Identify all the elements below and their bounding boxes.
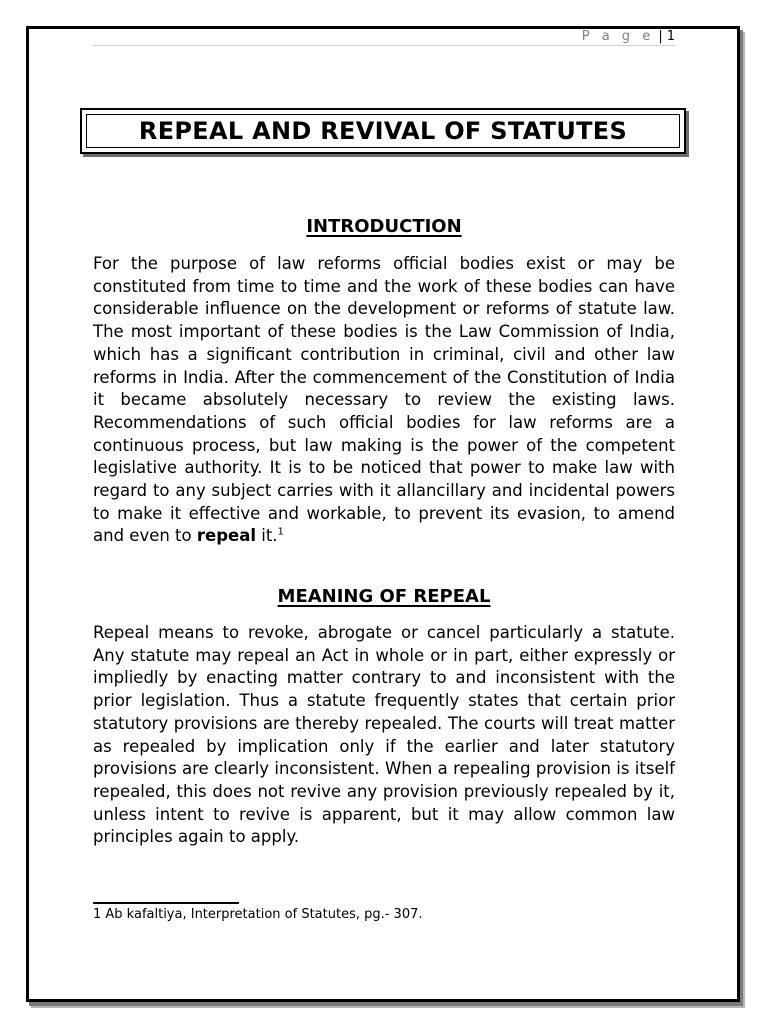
footnote-text: 1 Ab kafaltiya, Interpretation of Statutes, pg.- 307. xyxy=(93,907,423,922)
section-heading-meaning-of-repeal: MEANING OF REPEAL xyxy=(277,586,491,607)
page-separator: | xyxy=(658,29,663,44)
footnote-reference: 1 xyxy=(277,526,284,538)
meaning-of-repeal-paragraph: Repeal means to revoke, abrogate or cancel particularly a statute. Any statute may repeal an Act in whole or in part, either expressly or impliedly by enacting matter contrary to and inconsistent with the prior legislation. Thus a statute frequently states that certain prior statutory provisions are thereby repealed. The courts will treat matter as repealed by implication only if the earlier and later statutory provisions are clearly inconsistent. When a repealing provision is itself repealed, this does not revive any provision previously repealed by it, unless intent to revive is apparent, but it may allow common law principles again to apply. xyxy=(93,623,675,847)
introduction-bold-term: repeal xyxy=(196,526,256,546)
page-label: P a g e xyxy=(581,29,655,44)
section-heading-introduction: INTRODUCTION xyxy=(306,216,462,237)
introduction-text: For the purpose of law reforms official bodies exist or may be constituted from time to time and the work of these bodies can have considerable influence on the development or reforms of statute law. The most important of these bodies is the Law Commission of India, which has a significant contribution in criminal, civil and other law reforms in India. After the commencement of the Constitution of India it became absolutely necessary to review the existing laws. Recommendations of such official bodies for law reforms are a continuous process, but law making is the power of the competent legislative authority. It is to be noticed that power to make law with regard to any subject carries with it allancillary and incidental powers to make it effective and workable, to prevent its evasion, to amend and even to xyxy=(93,254,675,546)
header-rule xyxy=(93,45,675,46)
introduction-text-end: it. xyxy=(256,526,278,546)
page-header xyxy=(582,29,675,45)
introduction-paragraph xyxy=(93,253,675,548)
page-number: 1 xyxy=(666,29,675,44)
footnote-rule xyxy=(93,902,239,904)
title-box xyxy=(80,108,686,154)
document-title: REPEAL AND REVIVAL OF STATUTES xyxy=(86,114,680,148)
